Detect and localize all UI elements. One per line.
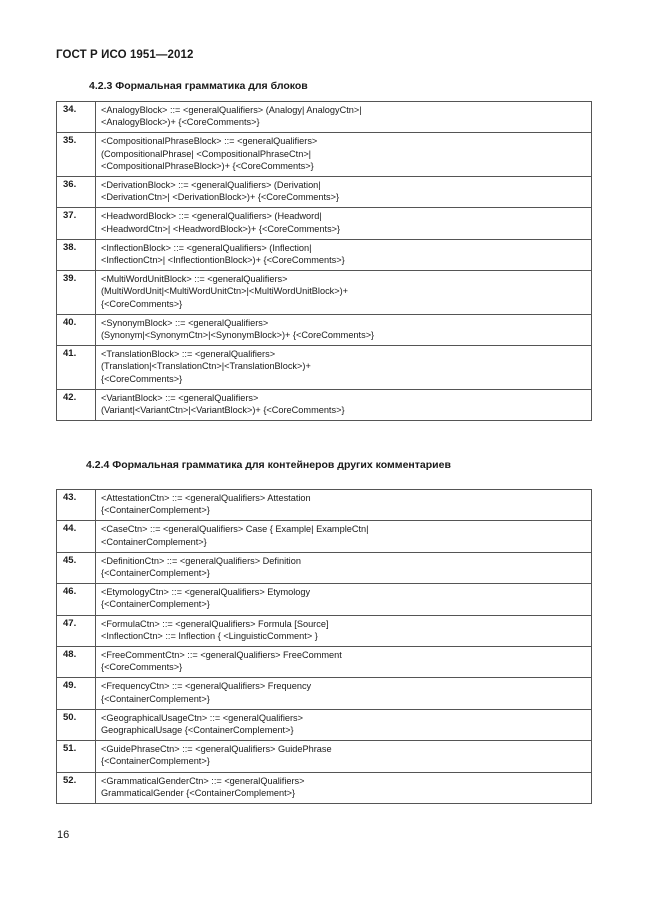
- grammar-rule: <GeographicalUsageCtn> ::= <generalQualifiers> GeographicalUsage {<ContainerComplement>}: [96, 709, 592, 740]
- grammar-table-containers: [56, 489, 592, 804]
- rule-number: 52.: [57, 772, 96, 803]
- grammar-rule: <VariantBlock> ::= <generalQualifiers> (Variant|<VariantCtn>|<VariantBlock>)+ {<CoreComments>}: [96, 389, 592, 420]
- rule-number: 50.: [57, 709, 96, 740]
- grammar-rule: <CaseCtn> ::= <generalQualifiers> Case { Example| ExampleCtn| <ContainerComplement>}: [96, 521, 592, 552]
- rule-number: 43.: [57, 490, 96, 521]
- table-row: [57, 521, 592, 552]
- table-row: [57, 133, 592, 177]
- grammar-rule: <SynonymBlock> ::= <generalQualifiers> (Synonym|<SynonymCtn>|<SynonymBlock>)+ {<CoreComments>}: [96, 314, 592, 345]
- table-row: [57, 271, 592, 315]
- grammar-rule: <FreeCommentCtn> ::= <generalQualifiers> FreeComment {<CoreComments>}: [96, 647, 592, 678]
- grammar-rule: <InflectionBlock> ::= <generalQualifiers> (Inflection| <InflectionCtn>| <InflectiontionBlock>)+ {<CoreComments>}: [96, 239, 592, 270]
- table-row: [57, 552, 592, 583]
- table-row: [57, 314, 592, 345]
- table-row: [57, 615, 592, 646]
- table-row: [57, 177, 592, 208]
- grammar-rule: <TranslationBlock> ::= <generalQualifiers> (Translation|<TranslationCtn>|<TranslationBlock>)+ {<CoreComments>}: [96, 346, 592, 390]
- rule-number: 49.: [57, 678, 96, 709]
- table-row: [57, 346, 592, 390]
- grammar-table-blocks: [56, 101, 592, 421]
- table-row: [57, 772, 592, 803]
- grammar-rule: <AttestationCtn> ::= <generalQualifiers> Attestation {<ContainerComplement>}: [96, 490, 592, 521]
- table-row: [57, 490, 592, 521]
- rule-number: 36.: [57, 177, 96, 208]
- grammar-rule: <FrequencyCtn> ::= <generalQualifiers> Frequency {<ContainerComplement>}: [96, 678, 592, 709]
- page-number: 16: [57, 829, 70, 841]
- rule-number: 45.: [57, 552, 96, 583]
- rule-number: 34.: [57, 102, 96, 133]
- grammar-rule: <EtymologyCtn> ::= <generalQualifiers> Etymology {<ContainerComplement>}: [96, 584, 592, 615]
- table-row: [57, 678, 592, 709]
- rule-number: 39.: [57, 271, 96, 315]
- rule-number: 47.: [57, 615, 96, 646]
- grammar-rule: <AnalogyBlock> ::= <generalQualifiers> (Analogy| AnalogyCtn>| <AnalogyBlock>)+ {<CoreComments>}: [96, 102, 592, 133]
- table-row: [57, 208, 592, 239]
- rule-number: 51.: [57, 741, 96, 772]
- grammar-rule: <GrammaticalGenderCtn> ::= <generalQualifiers> GrammaticalGender {<ContainerComplement>}: [96, 772, 592, 803]
- section-heading-containers: 4.2.4 Формальная грамматика для контейнеров других комментариев: [86, 459, 451, 471]
- table-row: [57, 239, 592, 270]
- grammar-rule: <FormulaCtn> ::= <generalQualifiers> Formula [Source] <InflectionCtn> ::= Inflection { <LinguisticComment> }: [96, 615, 592, 646]
- grammar-rule: <DefinitionCtn> ::= <generalQualifiers> Definition {<ContainerComplement>}: [96, 552, 592, 583]
- section-heading-blocks: 4.2.3 Формальная грамматика для блоков: [89, 80, 308, 92]
- rule-number: 44.: [57, 521, 96, 552]
- grammar-rule: <DerivationBlock> ::= <generalQualifiers> (Derivation| <DerivationCtn>| <DerivationBlock>)+ {<CoreComments>}: [96, 177, 592, 208]
- rule-number: 37.: [57, 208, 96, 239]
- rule-number: 35.: [57, 133, 96, 177]
- table-row: [57, 389, 592, 420]
- rule-number: 41.: [57, 346, 96, 390]
- grammar-rule: <CompositionalPhraseBlock> ::= <generalQualifiers> (CompositionalPhrase| <CompositionalPhraseCtn>| <CompositionalPhraseBlock>)+ {<CoreComments>}: [96, 133, 592, 177]
- grammar-rule: <GuidePhraseCtn> ::= <generalQualifiers> GuidePhrase {<ContainerComplement>}: [96, 741, 592, 772]
- rule-number: 42.: [57, 389, 96, 420]
- grammar-table-body: [57, 102, 592, 421]
- rule-number: 40.: [57, 314, 96, 345]
- table-row: [57, 709, 592, 740]
- rule-number: 38.: [57, 239, 96, 270]
- rule-number: 48.: [57, 647, 96, 678]
- table-row: [57, 647, 592, 678]
- table-row: [57, 584, 592, 615]
- table-row: [57, 741, 592, 772]
- grammar-rule: <MultiWordUnitBlock> ::= <generalQualifiers> (MultiWordUnit|<MultiWordUnitCtn>|<MultiWordUnitBlock>)+ {<CoreComments>}: [96, 271, 592, 315]
- table-row: [57, 102, 592, 133]
- rule-number: 46.: [57, 584, 96, 615]
- grammar-table-body: [57, 490, 592, 804]
- document-header: ГОСТ Р ИСО 1951—2012: [56, 49, 194, 61]
- grammar-rule: <HeadwordBlock> ::= <generalQualifiers> (Headword| <HeadwordCtn>| <HeadwordBlock>)+ {<CoreComments>}: [96, 208, 592, 239]
